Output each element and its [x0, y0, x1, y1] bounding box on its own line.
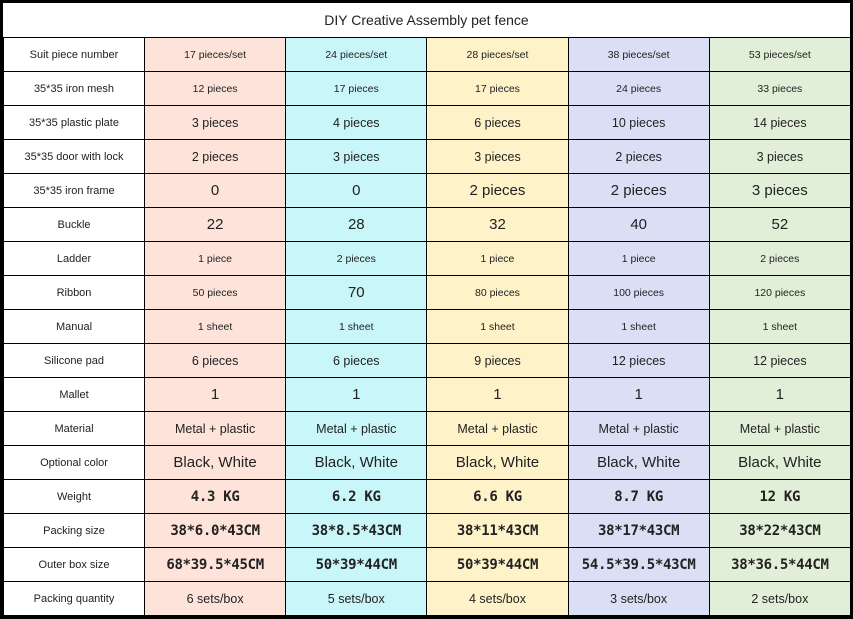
table-cell: 5 sets/box: [286, 582, 427, 616]
table-cell: 33 pieces: [709, 72, 850, 106]
table-cell: 2 pieces: [286, 242, 427, 276]
table-cell: 17 pieces/set: [145, 38, 286, 72]
table-cell: 1: [568, 378, 709, 412]
spec-sheet: [3, 3, 850, 616]
table-cell: 17 pieces: [286, 72, 427, 106]
table-row: [4, 446, 851, 480]
row-label: Mallet: [4, 378, 145, 412]
table-cell: 38*6.0*43CM: [145, 514, 286, 548]
table-cell: 9 pieces: [427, 344, 568, 378]
table-cell: 1 piece: [568, 242, 709, 276]
row-label: 35*35 iron frame: [4, 174, 145, 208]
table-cell: 1 sheet: [145, 310, 286, 344]
table-cell: 28 pieces/set: [427, 38, 568, 72]
table-cell: Black, White: [709, 446, 850, 480]
table-cell: 40: [568, 208, 709, 242]
row-label: Manual: [4, 310, 145, 344]
table-cell: 1: [145, 378, 286, 412]
table-row: [4, 208, 851, 242]
table-row: [4, 378, 851, 412]
row-label: 35*35 iron mesh: [4, 72, 145, 106]
table-cell: 3 pieces: [145, 106, 286, 140]
table-cell: 12 KG: [709, 480, 850, 514]
table-cell: 120 pieces: [709, 276, 850, 310]
table-cell: Black, White: [427, 446, 568, 480]
table-cell: 50*39*44CM: [286, 548, 427, 582]
table-cell: 1 sheet: [427, 310, 568, 344]
table-cell: 6 pieces: [427, 106, 568, 140]
table-cell: 22: [145, 208, 286, 242]
table-cell: 14 pieces: [709, 106, 850, 140]
table-cell: 3 pieces: [427, 140, 568, 174]
table-cell: 6.2 KG: [286, 480, 427, 514]
table-cell: 50 pieces: [145, 276, 286, 310]
table-cell: Metal + plastic: [568, 412, 709, 446]
row-label: Optional color: [4, 446, 145, 480]
row-label: Packing size: [4, 514, 145, 548]
table-cell: 3 pieces: [709, 140, 850, 174]
table-cell: 1: [427, 378, 568, 412]
table-row: [4, 412, 851, 446]
table-cell: 1 sheet: [286, 310, 427, 344]
row-label: Silicone pad: [4, 344, 145, 378]
table-cell: 4.3 KG: [145, 480, 286, 514]
spec-table: [3, 37, 851, 616]
table-cell: 0: [286, 174, 427, 208]
table-cell: 2 pieces: [709, 242, 850, 276]
table-row: [4, 582, 851, 616]
row-label: Buckle: [4, 208, 145, 242]
table-row: [4, 548, 851, 582]
table-row: [4, 174, 851, 208]
table-row: [4, 106, 851, 140]
table-cell: 4 sets/box: [427, 582, 568, 616]
table-cell: 12 pieces: [145, 72, 286, 106]
row-label: Packing quantity: [4, 582, 145, 616]
table-cell: 38 pieces/set: [568, 38, 709, 72]
row-label: 35*35 plastic plate: [4, 106, 145, 140]
table-cell: 6.6 KG: [427, 480, 568, 514]
table-cell: 1 sheet: [709, 310, 850, 344]
table-cell: 10 pieces: [568, 106, 709, 140]
row-label: Material: [4, 412, 145, 446]
table-row: [4, 310, 851, 344]
table-cell: 0: [145, 174, 286, 208]
table-cell: 53 pieces/set: [709, 38, 850, 72]
table-cell: 32: [427, 208, 568, 242]
table-cell: Black, White: [568, 446, 709, 480]
table-cell: 54.5*39.5*43CM: [568, 548, 709, 582]
table-cell: 3 pieces: [286, 140, 427, 174]
table-cell: 24 pieces/set: [286, 38, 427, 72]
table-cell: 38*17*43CM: [568, 514, 709, 548]
table-cell: 17 pieces: [427, 72, 568, 106]
row-label: 35*35 door with lock: [4, 140, 145, 174]
table-cell: 6 pieces: [286, 344, 427, 378]
table-cell: 38*8.5*43CM: [286, 514, 427, 548]
table-cell: 38*36.5*44CM: [709, 548, 850, 582]
table-cell: 6 sets/box: [145, 582, 286, 616]
table-cell: Metal + plastic: [145, 412, 286, 446]
table-cell: 1 piece: [145, 242, 286, 276]
table-cell: Black, White: [286, 446, 427, 480]
row-label: Ribbon: [4, 276, 145, 310]
table-cell: 2 pieces: [568, 140, 709, 174]
table-cell: 70: [286, 276, 427, 310]
table-cell: Metal + plastic: [286, 412, 427, 446]
table-cell: 4 pieces: [286, 106, 427, 140]
table-title: DIY Creative Assembly pet fence: [3, 3, 850, 38]
row-label: Ladder: [4, 242, 145, 276]
table-cell: Metal + plastic: [427, 412, 568, 446]
table-cell: 1: [709, 378, 850, 412]
table-cell: 50*39*44CM: [427, 548, 568, 582]
table-row: [4, 140, 851, 174]
table-cell: 2 pieces: [568, 174, 709, 208]
table-cell: 52: [709, 208, 850, 242]
table-cell: 24 pieces: [568, 72, 709, 106]
table-cell: 28: [286, 208, 427, 242]
table-row: [4, 514, 851, 548]
table-row: [4, 72, 851, 106]
table-cell: 38*11*43CM: [427, 514, 568, 548]
table-cell: 100 pieces: [568, 276, 709, 310]
row-label: Suit piece number: [4, 38, 145, 72]
table-cell: 1 piece: [427, 242, 568, 276]
table-cell: Black, White: [145, 446, 286, 480]
table-cell: 2 sets/box: [709, 582, 850, 616]
table-cell: 12 pieces: [568, 344, 709, 378]
table-cell: 3 pieces: [709, 174, 850, 208]
table-row: [4, 344, 851, 378]
table-cell: 80 pieces: [427, 276, 568, 310]
table-cell: 1: [286, 378, 427, 412]
table-cell: 6 pieces: [145, 344, 286, 378]
table-cell: 1 sheet: [568, 310, 709, 344]
table-cell: 68*39.5*45CM: [145, 548, 286, 582]
row-label: Weight: [4, 480, 145, 514]
table-cell: 3 sets/box: [568, 582, 709, 616]
table-cell: 12 pieces: [709, 344, 850, 378]
table-cell: 2 pieces: [145, 140, 286, 174]
table-row: [4, 480, 851, 514]
table-cell: 8.7 KG: [568, 480, 709, 514]
table-row: [4, 38, 851, 72]
table-cell: 2 pieces: [427, 174, 568, 208]
table-row: [4, 276, 851, 310]
row-label: Outer box size: [4, 548, 145, 582]
table-cell: 38*22*43CM: [709, 514, 850, 548]
table-row: [4, 242, 851, 276]
table-cell: Metal + plastic: [709, 412, 850, 446]
